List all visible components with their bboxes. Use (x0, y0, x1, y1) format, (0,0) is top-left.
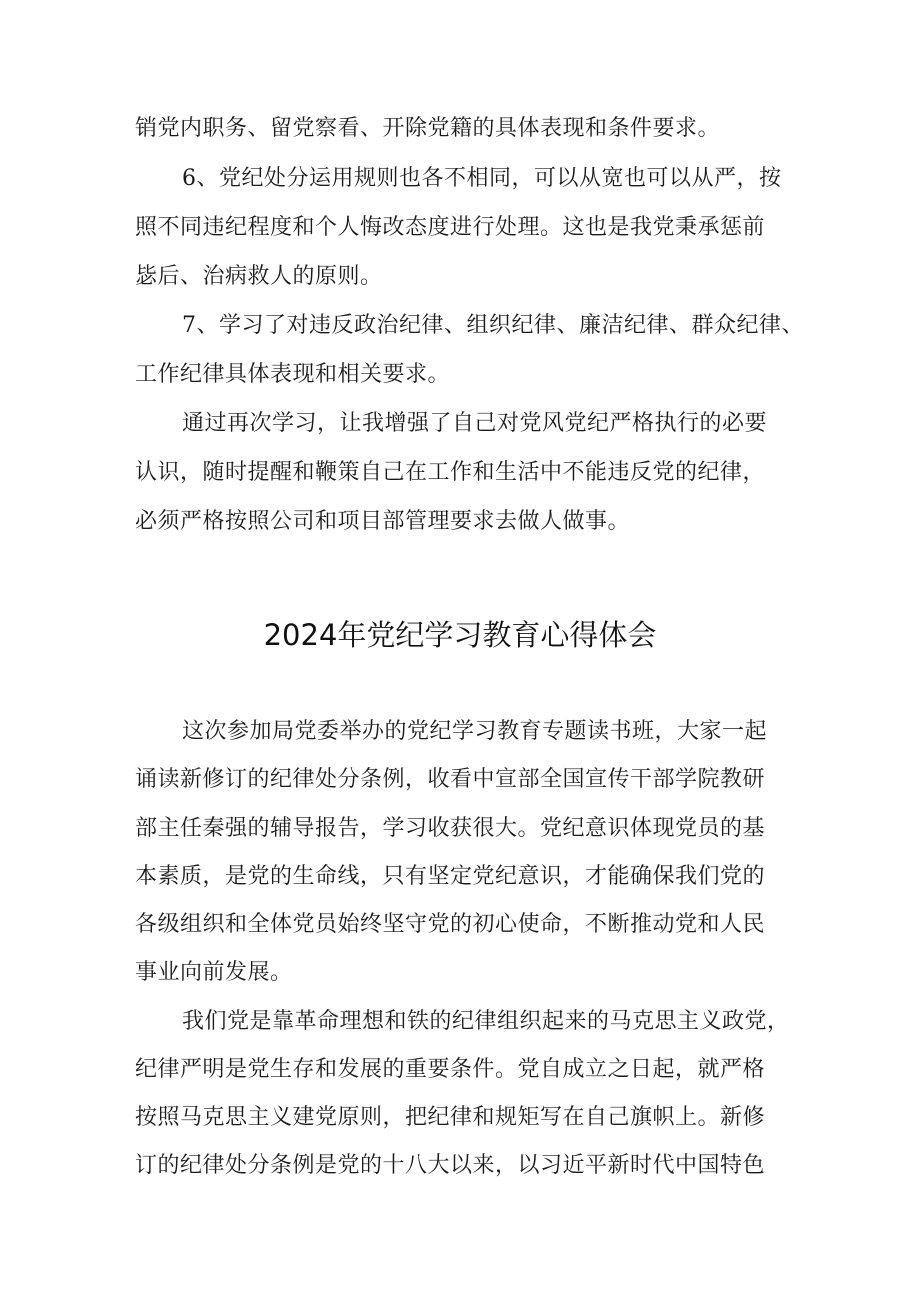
paragraph-line: 各级组织和全体党员始终坚守党的初心使命，不断推动党和人民 (135, 912, 766, 937)
paragraph-line: 工作纪律具体表现和相关要求。 (135, 362, 451, 387)
paragraph-line: 毖后、治病救人的原则。 (135, 264, 383, 289)
paragraph-line: 必须严格按照公司和项目部管理要求去做人做事。 (135, 509, 631, 534)
paragraph-line: 这次参加局党委举办的党纪学习教育专题读书班，大家一起 (182, 719, 768, 744)
document-title: 2024年党纪学习教育心得体会 (263, 618, 657, 652)
paragraph-line: 认识，随时提醒和鞭策自己在工作和生活中不能违反党的纪律， (135, 460, 766, 485)
paragraph-line: 7、学习了对违反政治纪律、组织纪律、廉洁纪律、群众纪律、 (182, 313, 804, 338)
paragraph-line: 通过再次学习，让我增强了自己对党风党纪严格执行的必要 (182, 411, 768, 436)
paragraph-line: 我们党是靠革命理想和铁的纪律组织起来的马克思主义政党， (182, 1009, 790, 1034)
paragraph-line: 按照马克思主义建党原则，把纪律和规矩写在自己旗帜上。新修 (135, 1105, 766, 1130)
paragraph-line: 照不同违纪程度和个人悔改态度进行处理。这也是我党秉承惩前 (135, 215, 766, 240)
paragraph-line: 订的纪律处分条例是党的十八大以来，以习近平新时代中国特色 (135, 1153, 766, 1178)
paragraph-line: 纪律严明是党生存和发展的重要条件。党自成立之日起，就严格 (135, 1057, 766, 1082)
paragraph-line: 本素质，是党的生命线，只有坚定党纪意识，才能确保我们党的 (135, 864, 766, 889)
paragraph-line: 6、党纪处分运用规则也各不相同，可以从宽也可以从严，按 (182, 166, 782, 191)
paragraph-line: 诵读新修订的纪律处分条例，收看中宣部全国宣传干部学院教研 (135, 767, 766, 792)
paragraph-line: 事业向前发展。 (135, 960, 293, 985)
paragraph-line: 销党内职务、留党察看、开除党籍的具体表现和条件要求。 (135, 116, 721, 141)
paragraph-line: 部主任秦强的辅导报告，学习收获很大。党纪意识体现党员的基 (135, 816, 766, 841)
